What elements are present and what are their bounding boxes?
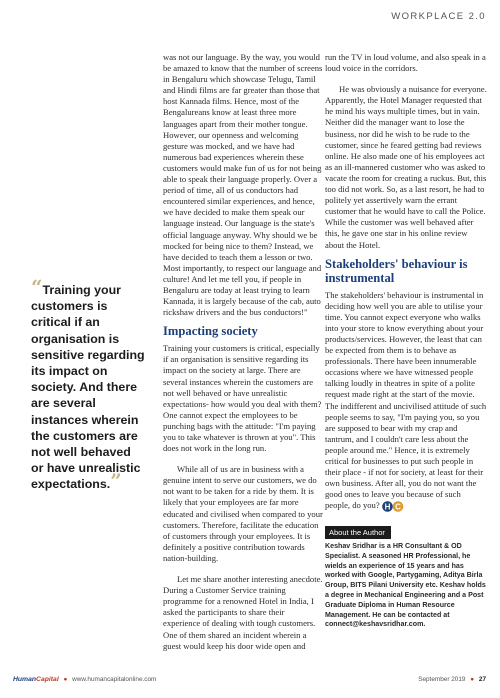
article-column-2 [325,52,487,630]
pull-quote-text: Training your customers is critical if an organisation is sensitive regarding its impact on society. And there are several instances wherein the customers are not well behaved or have unrealistic expectations. [31,283,145,492]
paragraph-text: The stakeholders' behaviour is instrumental in deciding how well you are able to utilise your time. You cannot expect everyone who walks into your store to know everything about your products/services. However, the least that can be expected from them is to behave as professionals. There have been innumerable occasions where we have witnessed people talking loudly in theatres in spite of a polite request made right at the start of the movie. The indifferent and uncivilised attitude of such people seems to say, "I'm paying you, so you are supposed to bear with my crap and tantrum, and I couldn't care less about the people around me." Hence, it is extremely critical for businesses to put such people in their place - if not for society, at least for their own business. After all, you do not want the good ones to leave you because of such people, do you? [325,289,487,511]
close-quote-mark: ” [110,469,122,494]
paragraph: was not our language. By the way, you would be amazed to know that the number of screens in Bengaluru which showcase Telugu, Tamil and Hindi films are far greater than those that host Kannada films. Hence, most of the Bengalureans know at least three more languages apart from their mother tongue. However, our openness and welcoming gesture was mocked, and we have had numerous bad experiences wherein these customers would make fun of us for not being able to speak their language properly. Over a period of time, all of us conductors had encountered similar experiences, and hence, we have decided to make them speak our language instead. Our language is the state's official language anyway. Why should we be mocked for being nice to them? Instead, we have decided to teach them a lesson or two. Most importantly, to respect our language and culture! And let me tell you, if people in Bengaluru are today at least trying to learn Kannada, it is largely because of the cab, auto rickshaw drivers and the bus conductors!" [163,52,323,318]
pull-quote [31,275,145,494]
about-author-text: Keshav Sridhar is a HR Consultant & OD Specialist. A seasoned HR Professional, he wields an experience of 15 years and has worked with Google, Partygaming, Aditya Birla Group, BITS Pilani University etc. Keshav holds a degree in Mechanical Engineering and a Post Graduate Diploma in Human Resource Management. He can be contacted at connect@keshavsridhar.com. [325,542,486,629]
paragraph: Let me share another interesting anecdote. During a Customer Service training programme for a renowned Hotel in India, I asked the participants to share their experience of dealing with tough customers. One of them shared an incident wherein a guest would keep his door wide open and [163,574,323,651]
svg-text:H: H [384,502,391,512]
paragraph: He was obviously a nuisance for everyone. Apparently, the Hotel Manager requested that he mind his ways multiple times, but in vain. Neither did the manager want to lose the business, nor did he wish to be rude to the customer, since he feared getting bad reviews online. He also made one of his employees act as an ill-mannered customer who was asked to vacate the room for creating a ruckus. But, this too did not work. So, as a last resort, he had to politely yet assertively warn the errant customer that he would have to call the Police. While the customer was well behaved after this, he gave one star in his online review about the Hotel. [325,84,487,250]
paragraph: While all of us are in business with a genuine intent to serve our customers, we do not want to be taken for a ride by them. It is likely that your employees are far more educated and civilised when compared to your customers. Therefore, facilitate the education of customers through your employees. It is definitely a positive contribution towards nation-building. [163,464,323,563]
paragraph: Training your customers is critical, especially if an organisation is sensitive regarding its impact on the society at large. There are several instances wherein the customers are not well behaved or have unrealistic expectations- how would you deal with them? One cannot expect the employees to be punching bags with the attitude: "I'm paying you to take whatever is thrown at you". This does not work in the long run. [163,343,322,454]
page-footer [13,676,486,683]
svg-text:C: C [394,502,401,512]
article-column-1 [163,52,323,652]
page-number: 27 [478,676,486,683]
brand-logo: HumanCapital [13,676,59,683]
open-quote-mark: “ [31,275,43,299]
issue-info [418,676,486,683]
paragraph [325,290,487,512]
about-author-label: About the Author [325,526,391,539]
paragraph: run the TV in loud volume, and also speak in a loud voice in the corridors. [325,52,486,74]
website-link[interactable]: www.humancapitalonline.com [72,676,157,683]
issue-date: September 2019 [418,676,466,683]
section-heading: Stakeholders' behaviour is instrumental [325,256,468,285]
section-header: WORKPLACE 2.0 [391,11,486,22]
section-heading: Impacting society [163,324,258,339]
hc-end-mark-icon [382,501,404,512]
separator-dot: ● [470,676,475,683]
separator-dot: ● [63,676,68,683]
